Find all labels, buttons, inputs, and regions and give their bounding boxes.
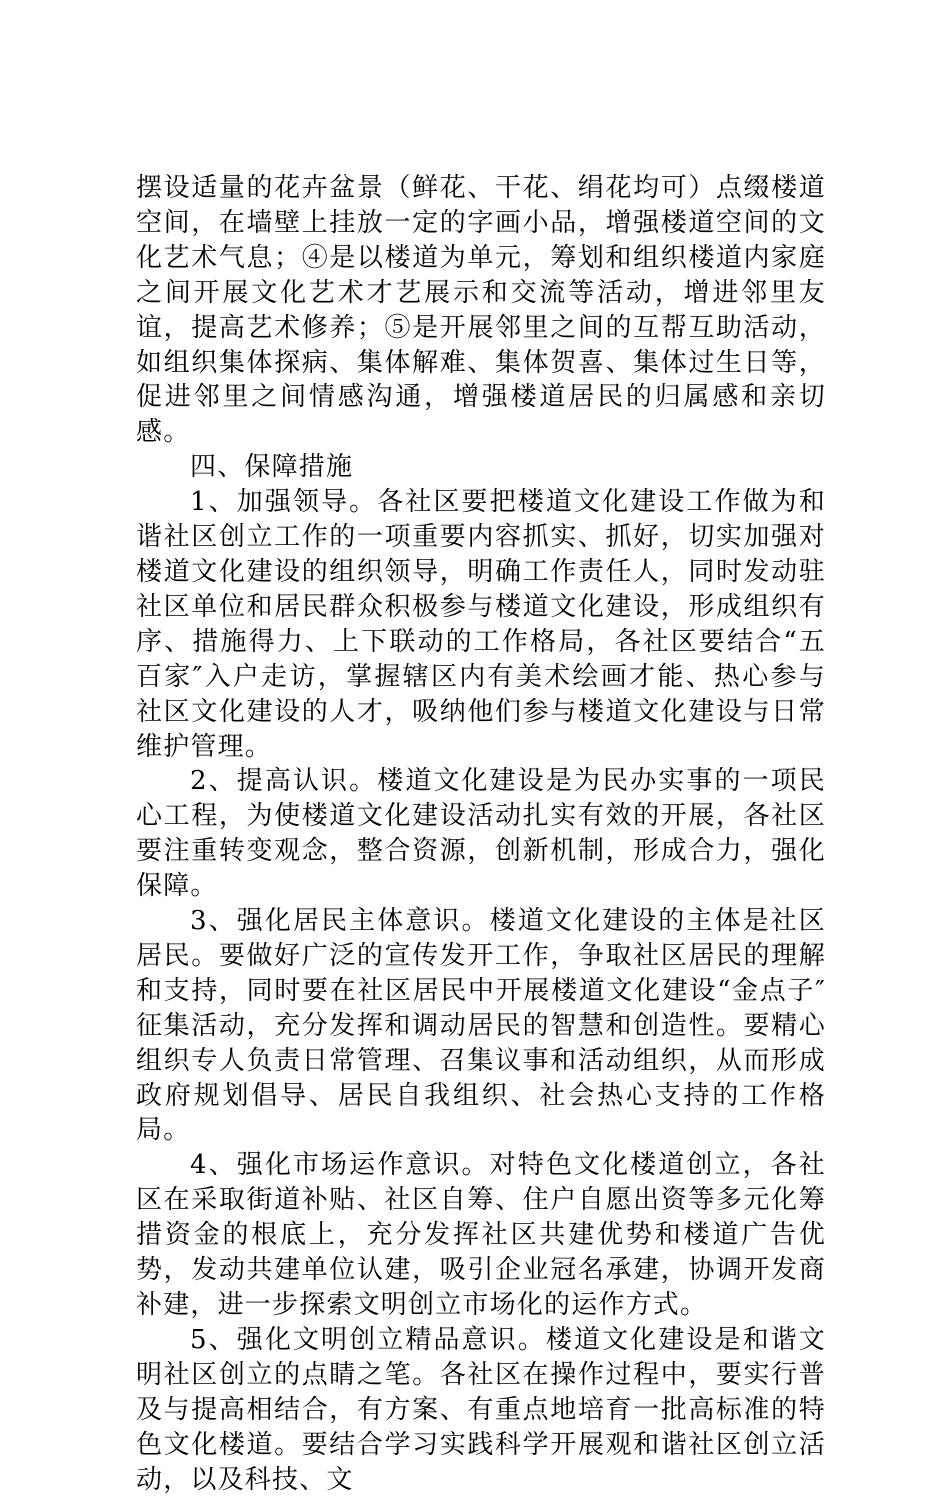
paragraph-measure-2: 2、提高认识。楼道文化建设是为民办实事的一项民心工程，为使楼道文化建设活动扎实有效的开展，各社区要注重转变观念，整合资源，创新机制，形成合力，强化保障。	[136, 766, 826, 902]
document-body	[136, 171, 826, 1497]
section-heading: 四、保障措施	[190, 452, 354, 483]
paragraph-measure-3: 3、强化居民主体意识。楼道文化建设的主体是社区居民。要做好广泛的宣传发开工作，争取社区居民的理解和支持，同时要在社区居民中开展楼道文化建设“金点子″征集活动，充分发挥和调动居民的智慧和创造性。要精心组织专人负责日常管理、召集议事和活动组织，从而形成政府规划倡导、居民自我组织、社会热心支持的工作格局。	[136, 906, 826, 1146]
paragraph-measure-5: 5、强化文明创立精品意识。楼道文化建设是和谐文明社区创立的点睛之笔。各社区在操作过程中，要实行普及与提高相结合，有方案、有重点地培育一批高标准的特色文化楼道。要结合学习实践科学开展观和谐社区创立活动，以及科技、文	[136, 1324, 826, 1495]
paragraph-continuation: 摆设适量的花卉盆景（鲜花、干花、绢花均可）点缀楼道空间，在墙壁上挂放一定的字画小品，增强楼道空间的文化艺术气息；④是以楼道为单元，筹划和组织楼道内家庭之间开展文化艺术才艺展示和交流等活动，增进邻里友谊，提高艺术修养；⑤是开展邻里之间的互帮互助活动，如组织集体探病、集体解难、集体贺喜、集体过生日等，促进邻里之间情感沟通，增强楼道居民的归属感和亲切感。	[136, 173, 826, 448]
paragraph-measure-1: 1、加强领导。各社区要把楼道文化建设工作做为和谐社区创立工作的一项重要内容抓实、抓好，切实加强对楼道文化建设的组织领导，明确工作责任人，同时发动驻社区单位和居民群众积极参与楼道文化建设，形成组织有序、措施得力、上下联动的工作格局，各社区要结合“五百家″入户走访，掌握辖区内有美术绘画才能、热心参与社区文化建设的人才，吸纳他们参与楼道文化建设与日常维护管理。	[136, 487, 826, 762]
paragraph-measure-4: 4、强化市场运作意识。对特色文化楼道创立，各社区在采取街道补贴、社区自筹、住户自愿出资等多元化筹措资金的根底上，充分发挥社区共建优势和楼道广告优势，发动共建单位认建，吸引企业冠名承建，协调开发商补建，进一步探索文明创立市场化的运作方式。	[136, 1150, 826, 1320]
